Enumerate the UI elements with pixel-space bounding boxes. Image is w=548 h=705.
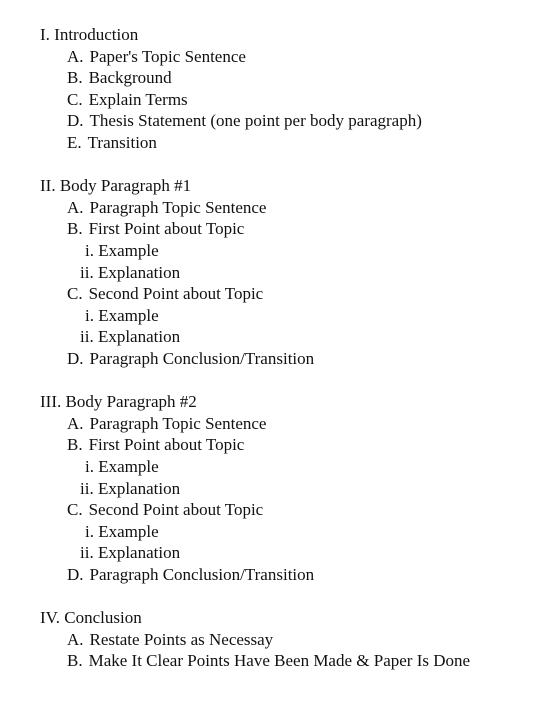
- outline-item: [67, 90, 188, 110]
- subitem-marker: ii.: [80, 327, 94, 346]
- subitem-marker: ii.: [80, 479, 94, 498]
- subitem-marker: i.: [85, 522, 94, 541]
- item-marker: A.: [67, 630, 84, 649]
- outline-item: [67, 500, 263, 520]
- item-marker: D.: [67, 111, 84, 130]
- outline-item: [67, 198, 266, 218]
- outline-item: [67, 284, 263, 304]
- outline-subitem: [85, 457, 159, 477]
- outline-item: [67, 111, 422, 131]
- subitem-marker: i.: [85, 457, 94, 476]
- subitem-text: Example: [98, 306, 159, 325]
- section-title-body-paragraph-2: III. Body Paragraph #2: [40, 392, 197, 411]
- outline-item: [67, 219, 244, 239]
- outline-item: [67, 630, 273, 650]
- item-text: Explain Terms: [88, 90, 188, 109]
- outline-subitem: [80, 543, 180, 563]
- item-text: Make It Clear Points Have Been Made & Paper Is Done: [88, 651, 471, 670]
- item-text: First Point about Topic: [88, 219, 245, 238]
- item-text: Paragraph Conclusion/Transition: [89, 565, 315, 584]
- outline-item: [67, 47, 246, 67]
- item-text: Paragraph Conclusion/Transition: [89, 349, 315, 368]
- item-marker: C.: [67, 284, 83, 303]
- outline-subitem: [80, 479, 180, 499]
- item-text: Paragraph Topic Sentence: [89, 198, 267, 217]
- item-marker: E.: [67, 133, 82, 152]
- subitem-text: Explanation: [97, 327, 181, 346]
- outline-subitem: [85, 241, 159, 261]
- subitem-text: Explanation: [97, 479, 181, 498]
- subitem-text: Example: [98, 241, 159, 260]
- item-text: Second Point about Topic: [88, 284, 264, 303]
- item-marker: B.: [67, 219, 83, 238]
- item-text: Transition: [87, 133, 157, 152]
- subitem-text: Explanation: [97, 263, 181, 282]
- outline-subitem: [85, 306, 159, 326]
- item-text: Second Point about Topic: [88, 500, 264, 519]
- outline-item: [67, 349, 314, 369]
- subitem-text: Explanation: [97, 543, 181, 562]
- outline-subitem: [80, 263, 180, 283]
- subitem-text: Example: [98, 522, 159, 541]
- item-text: First Point about Topic: [88, 435, 245, 454]
- item-marker: C.: [67, 90, 83, 109]
- outline-item: [67, 651, 470, 671]
- item-text: Background: [88, 68, 172, 87]
- item-marker: B.: [67, 435, 83, 454]
- section-title-conclusion: IV. Conclusion: [40, 608, 142, 627]
- outline-item: [67, 68, 172, 88]
- section-title-introduction: I. Introduction: [40, 25, 139, 44]
- item-marker: A.: [67, 198, 84, 217]
- outline-subitem: [80, 327, 180, 347]
- subitem-marker: ii.: [80, 543, 94, 562]
- subitem-marker: i.: [85, 306, 94, 325]
- item-marker: D.: [67, 565, 84, 584]
- outline-item: [67, 565, 314, 585]
- item-marker: C.: [67, 500, 83, 519]
- item-text: Restate Points as Necessay: [89, 630, 274, 649]
- item-text: Thesis Statement (one point per body paragraph): [89, 111, 422, 130]
- outline-item: [67, 414, 266, 434]
- item-marker: B.: [67, 68, 83, 87]
- outline-item: [67, 435, 244, 455]
- item-text: Paragraph Topic Sentence: [89, 414, 267, 433]
- item-marker: A.: [67, 47, 84, 66]
- item-marker: B.: [67, 651, 83, 670]
- outline-item: [67, 133, 157, 153]
- item-text: Paper's Topic Sentence: [89, 47, 246, 66]
- subitem-text: Example: [98, 457, 159, 476]
- section-title-body-paragraph-1: II. Body Paragraph #1: [40, 176, 192, 195]
- subitem-marker: ii.: [80, 263, 94, 282]
- subitem-marker: i.: [85, 241, 94, 260]
- item-marker: A.: [67, 414, 84, 433]
- item-marker: D.: [67, 349, 84, 368]
- outline-subitem: [85, 522, 159, 542]
